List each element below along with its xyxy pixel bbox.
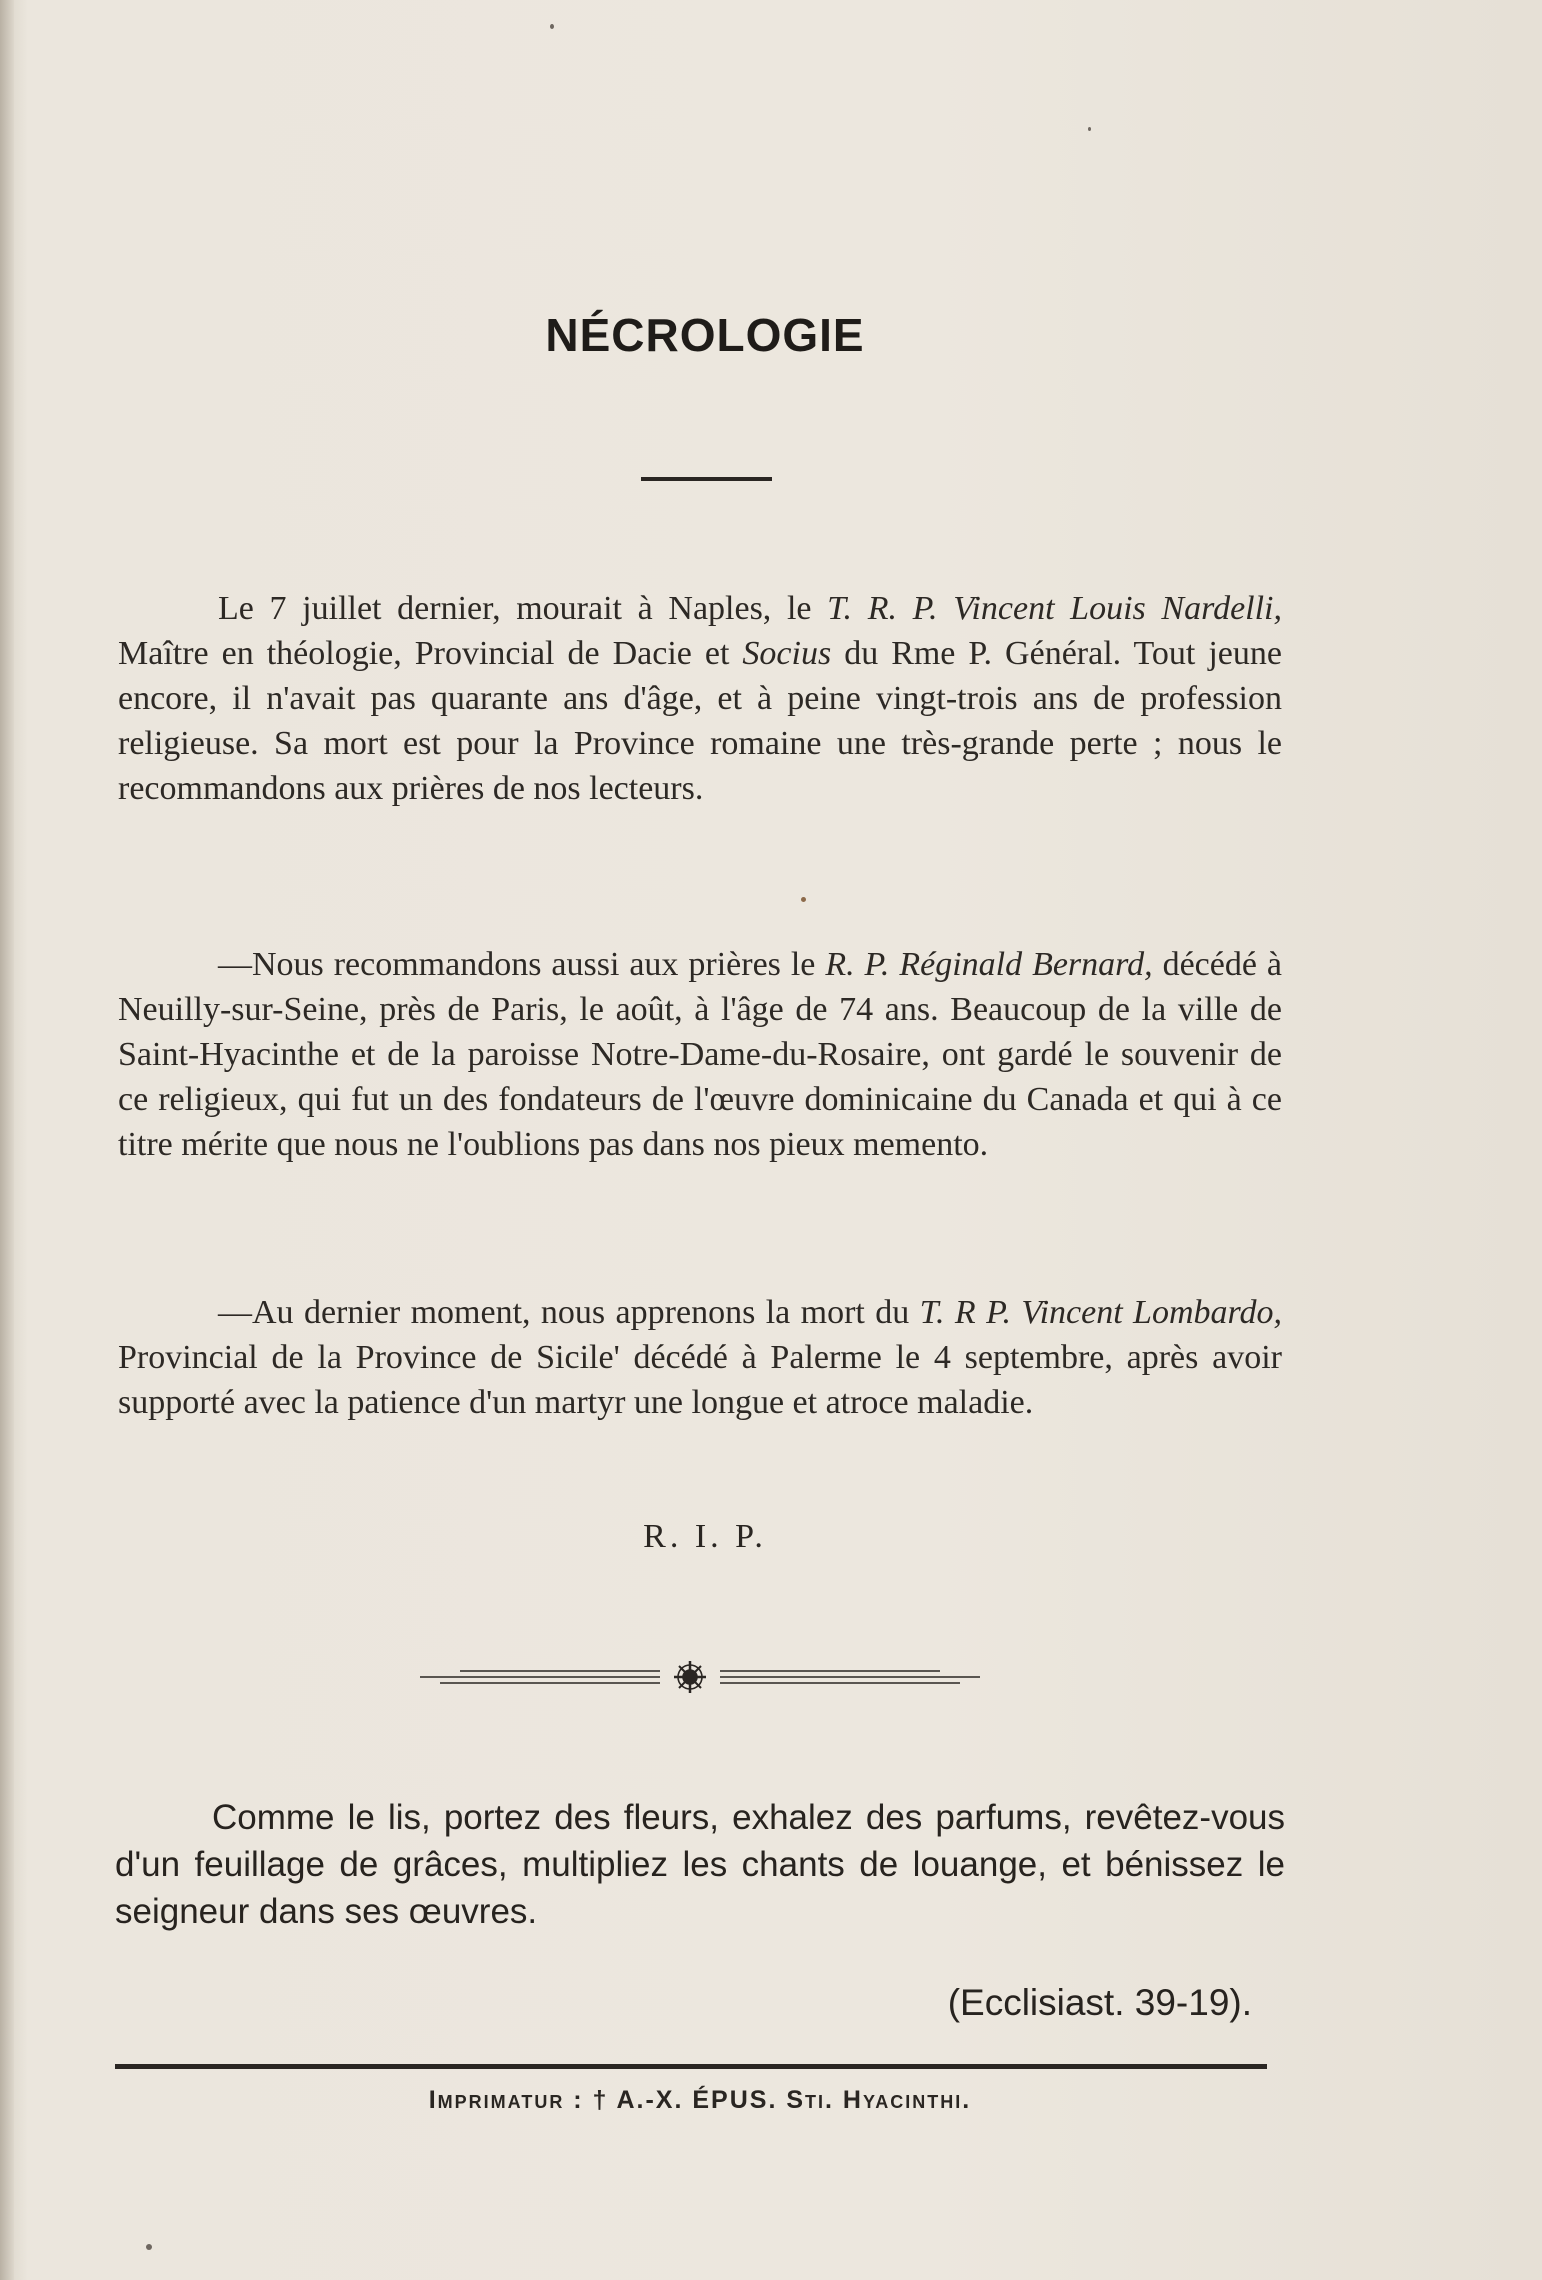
paper-speck <box>1088 127 1091 131</box>
paper-speck <box>146 2244 152 2250</box>
page-title: NÉCROLOGIE <box>545 309 865 361</box>
imprimatur-line: Imprimatur : † A.-X. ÉPUS. Sti. Hyacinthi. <box>428 2086 972 2114</box>
ornament-divider <box>420 1655 980 1705</box>
paragraph-text: —Au dernier moment, nous apprenons la mort du <box>218 1294 920 1331</box>
title-term: Socius <box>742 635 832 672</box>
obituary-paragraph-2 <box>118 942 1282 1167</box>
paragraph-text: Le 7 juillet dernier, mourait à Naples, le <box>218 590 828 627</box>
person-name: T. R. P. Vincent Louis Nardelli, <box>827 590 1282 627</box>
paragraph-text: décédé à Neuilly-sur-Seine, près de Paris, le août, à l'âge de 74 ans. Beaucoup de la ville de Saint-Hyacinthe et de la paroisse Notre-Dame-du-Rosaire, ont gardé le souvenir de ce religieux, qui fut un des fondateurs de l'œuvre dominicaine du Canada et qui à ce titre mérite que nous ne l'oublions pas dans nos pieux memento. <box>118 946 1282 1163</box>
person-name: R. P. Réginald Bernard, <box>825 946 1153 983</box>
quote-citation: (Ecclisiast. 39-19). <box>947 1982 1252 2023</box>
obituary-paragraph-3 <box>118 1290 1282 1425</box>
paper-speck <box>801 897 806 902</box>
scripture-quote <box>115 1794 1285 1935</box>
title-underline-rule <box>641 477 772 481</box>
paper-speck <box>550 24 554 29</box>
rip-line: R. I. P. <box>643 1518 767 1555</box>
obituary-paragraph-1 <box>118 586 1282 811</box>
quote-text: Comme le lis, portez des fleurs, exhalez des parfums, revêtez-vous d'un feuillage de grâces, multipliez les chants de louange, et bénissez le seigneur dans ses œuvres. <box>115 1798 1285 1931</box>
paragraph-text: Maître en théologie, Provincial de Dacie et <box>118 635 743 672</box>
person-name: T. R P. Vincent Lombardo, <box>919 1294 1282 1331</box>
footer-rule <box>115 2064 1267 2069</box>
paragraph-text: —Nous recommandons aussi aux prières le <box>218 946 826 983</box>
paragraph-text: du Rme P. Général. Tout jeune encore, il n'avait pas quarante ans d'âge, et à peine vingt-trois ans de profession religieuse. Sa mort est pour la Province romaine une très-grande perte ; nous le recommandons aux prières de nos lecteurs. <box>118 635 1282 807</box>
paragraph-text: Provincial de la Province de Sicile' décédé à Palerme le 4 septembre, après avoir supporté avec la patience d'un martyr une longue et atroce maladie. <box>118 1339 1282 1421</box>
